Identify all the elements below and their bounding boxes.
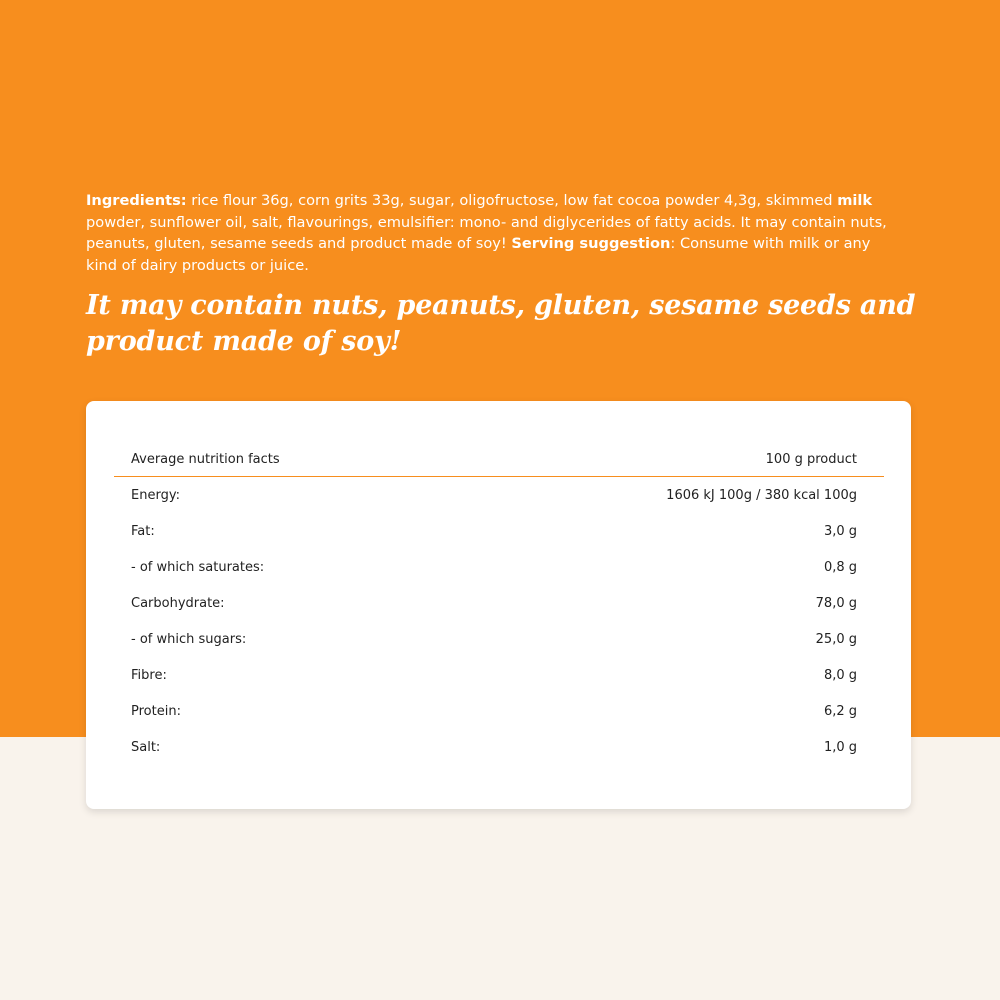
nutrition-row-label: Energy: (131, 487, 180, 503)
nutrition-table-header (114, 442, 884, 477)
nutrition-row-label: Fat: (131, 523, 155, 539)
ingredients-text-part1: rice flour 36g, corn grits 33g, sugar, oligofructose, low fat cocoa powder 4,3g, skimmed (186, 192, 838, 209)
nutrition-table (114, 442, 884, 765)
ingredients-milk-word: milk (837, 192, 873, 209)
ingredients-text-part2: powder, sunflower oil, salt, flavourings, emulsifier: mono- and diglycerides of fatty acids. It may contain nuts, peanuts, gluten, sesame seeds and product made of soy! (86, 213, 887, 252)
nutrition-row-sugars (114, 621, 884, 657)
nutrition-row-label: Fibre: (131, 667, 167, 683)
serving-suggestion-text: : Consume with milk or any kind of dairy products or juice. (86, 235, 871, 274)
nutrition-row-saturates (114, 549, 884, 585)
nutrition-row-energy (114, 477, 884, 513)
nutrition-row-value: 6,2 g (823, 703, 857, 719)
nutrition-row-value: 1606 kJ 100g / 380 kcal 100g (666, 487, 857, 503)
nutrition-row-value: 78,0 g (815, 595, 857, 611)
nutrition-row-label: Carbohydrate: (131, 595, 225, 611)
nutrition-row-label: - of which saturates: (131, 559, 265, 575)
nutrition-row-label: Protein: (131, 703, 181, 719)
nutrition-row-label: - of which sugars: (131, 631, 247, 647)
serving-suggestion-label: Serving suggestion (511, 235, 671, 252)
allergen-warning-heading: It may contain nuts, peanuts, gluten, sesame seeds and product made of soy! (86, 290, 916, 357)
nutrition-header-label: Average nutrition facts (131, 451, 280, 467)
nutrition-row-value: 3,0 g (823, 523, 857, 539)
ingredients-paragraph (86, 190, 906, 276)
nutrition-row-carbohydrate (114, 585, 884, 621)
nutrition-facts-card (86, 401, 911, 809)
nutrition-row-protein (114, 693, 884, 729)
nutrition-row-fat (114, 513, 884, 549)
nutrition-row-salt (114, 729, 884, 765)
nutrition-row-value: 0,8 g (823, 559, 857, 575)
nutrition-row-value: 1,0 g (823, 739, 857, 755)
nutrition-header-value: 100 g product (765, 451, 857, 467)
ingredients-label: Ingredients: (86, 192, 187, 209)
nutrition-row-label: Salt: (131, 739, 161, 755)
nutrition-row-value: 8,0 g (823, 667, 857, 683)
nutrition-row-fibre (114, 657, 884, 693)
nutrition-row-value: 25,0 g (815, 631, 857, 647)
